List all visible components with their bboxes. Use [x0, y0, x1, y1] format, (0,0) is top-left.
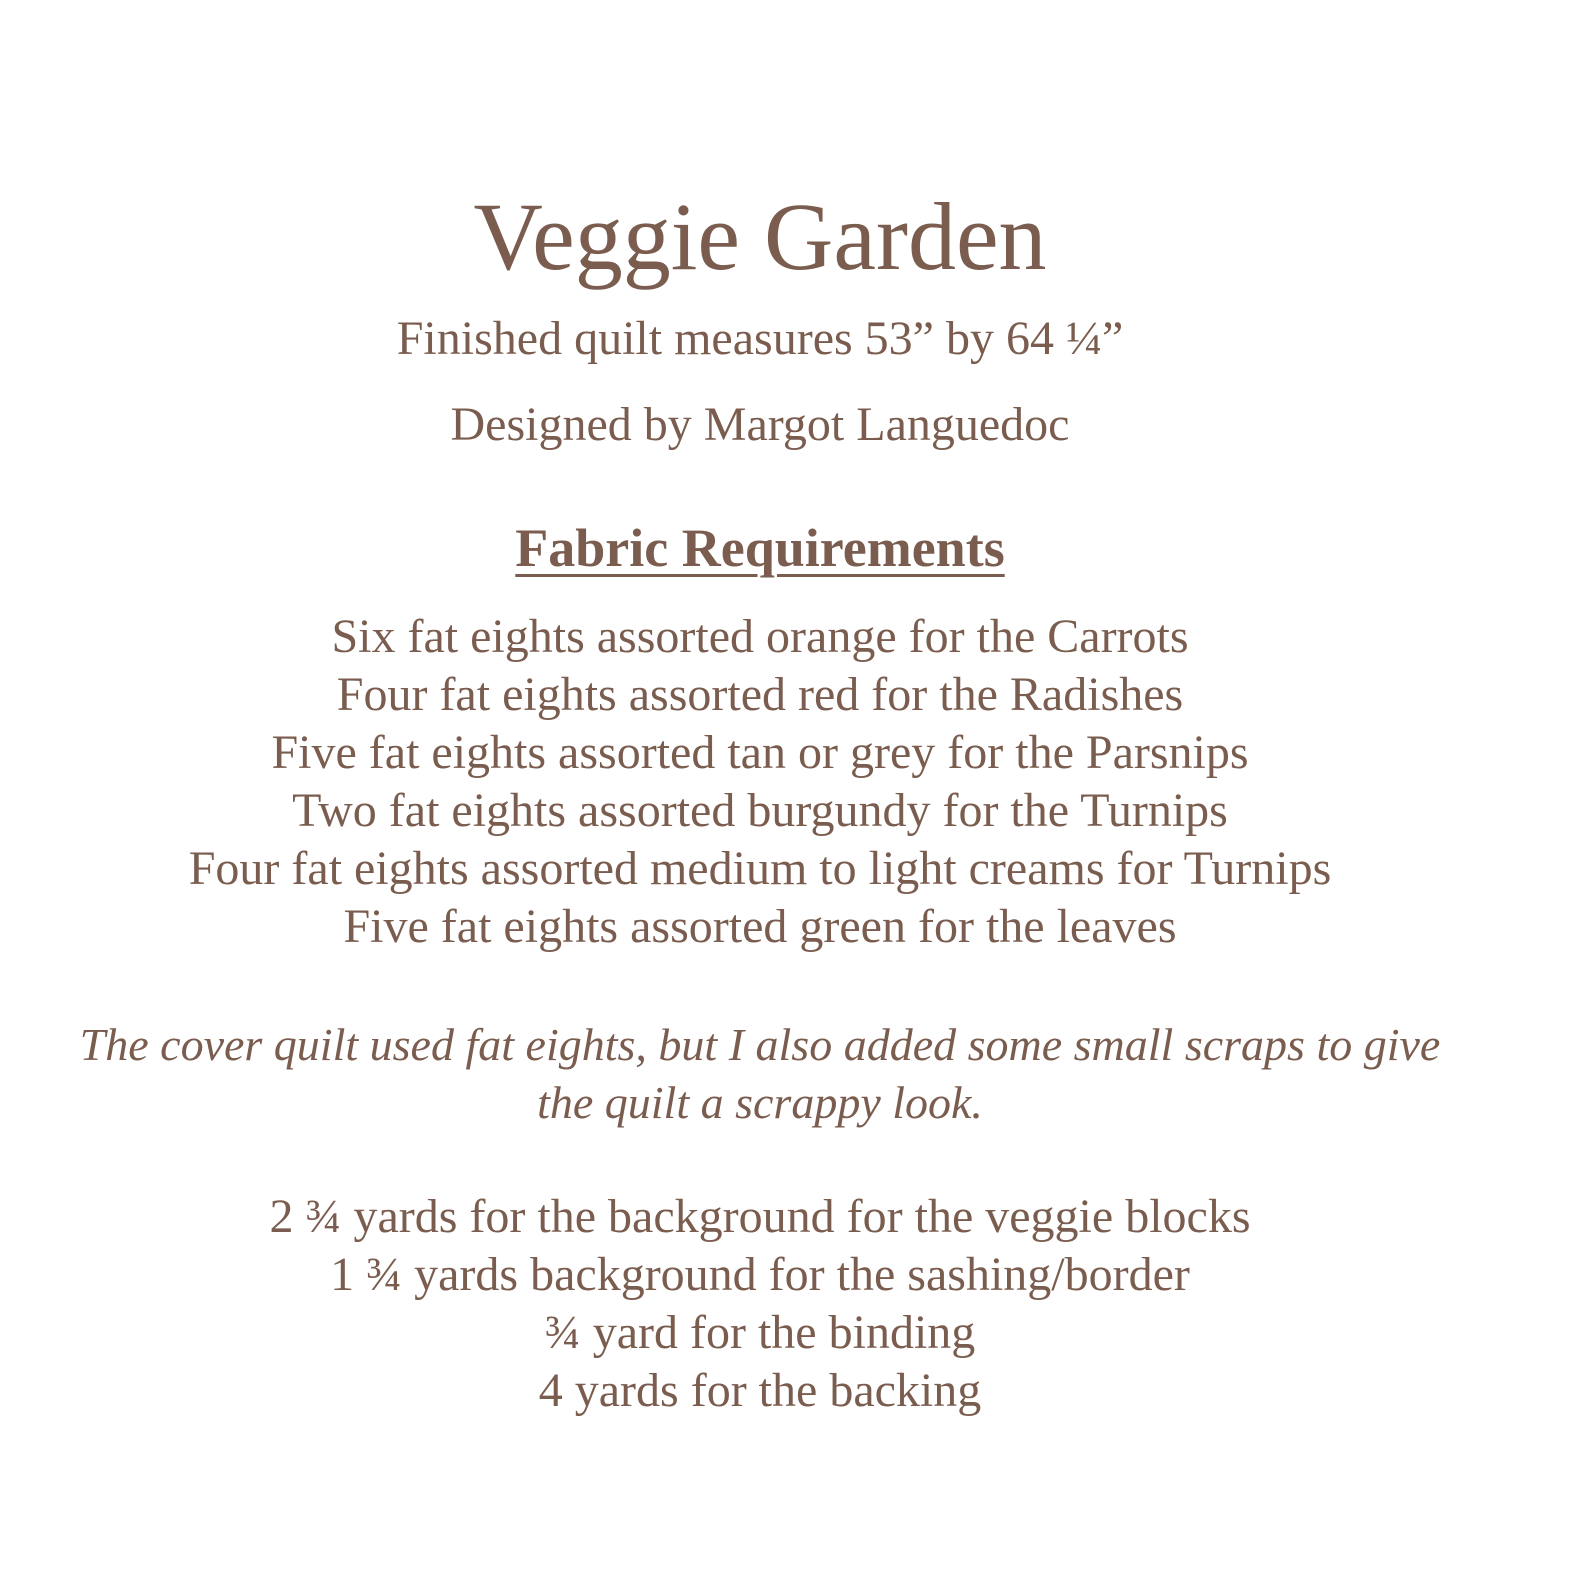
fabric-item: Six fat eights assorted orange for the Carrots [331, 610, 1189, 663]
fabric-requirements-heading [0, 515, 1520, 581]
note-line-2: the quilt a scrappy look. [537, 1077, 983, 1128]
yardage-item: 2 ¾ yards for the background for the veggie blocks [269, 1190, 1251, 1243]
yardage-list [0, 1188, 1520, 1420]
cover-quilt-note [0, 1016, 1520, 1132]
yardage-item: ¾ yard for the binding [544, 1306, 976, 1359]
fabric-item: Two fat eights assorted burgundy for the Turnips [292, 784, 1228, 837]
fabric-requirements-heading-text: Fabric Requirements [515, 518, 1005, 578]
yardage-item: 4 yards for the backing [538, 1364, 982, 1417]
yardage-item: 1 ¾ yards background for the sashing/border [330, 1248, 1190, 1301]
designer-credit: Designed by Margot Languedoc [450, 398, 1070, 451]
fabric-item: Five fat eights assorted tan or grey for the Parsnips [271, 726, 1249, 779]
note-line-1: The cover quilt used fat eights, but I also added some small scraps to give [79, 1019, 1441, 1070]
fabric-item: Four fat eights assorted medium to light creams for Turnips [188, 842, 1332, 895]
fabric-item: Five fat eights assorted green for the leaves [343, 900, 1177, 953]
fabric-item: Four fat eights assorted red for the Radishes [336, 668, 1184, 721]
page-title: Veggie Garden [473, 183, 1047, 290]
fabric-list [0, 608, 1520, 956]
finished-size: Finished quilt measures 53” by 64 ¼” [396, 312, 1124, 365]
